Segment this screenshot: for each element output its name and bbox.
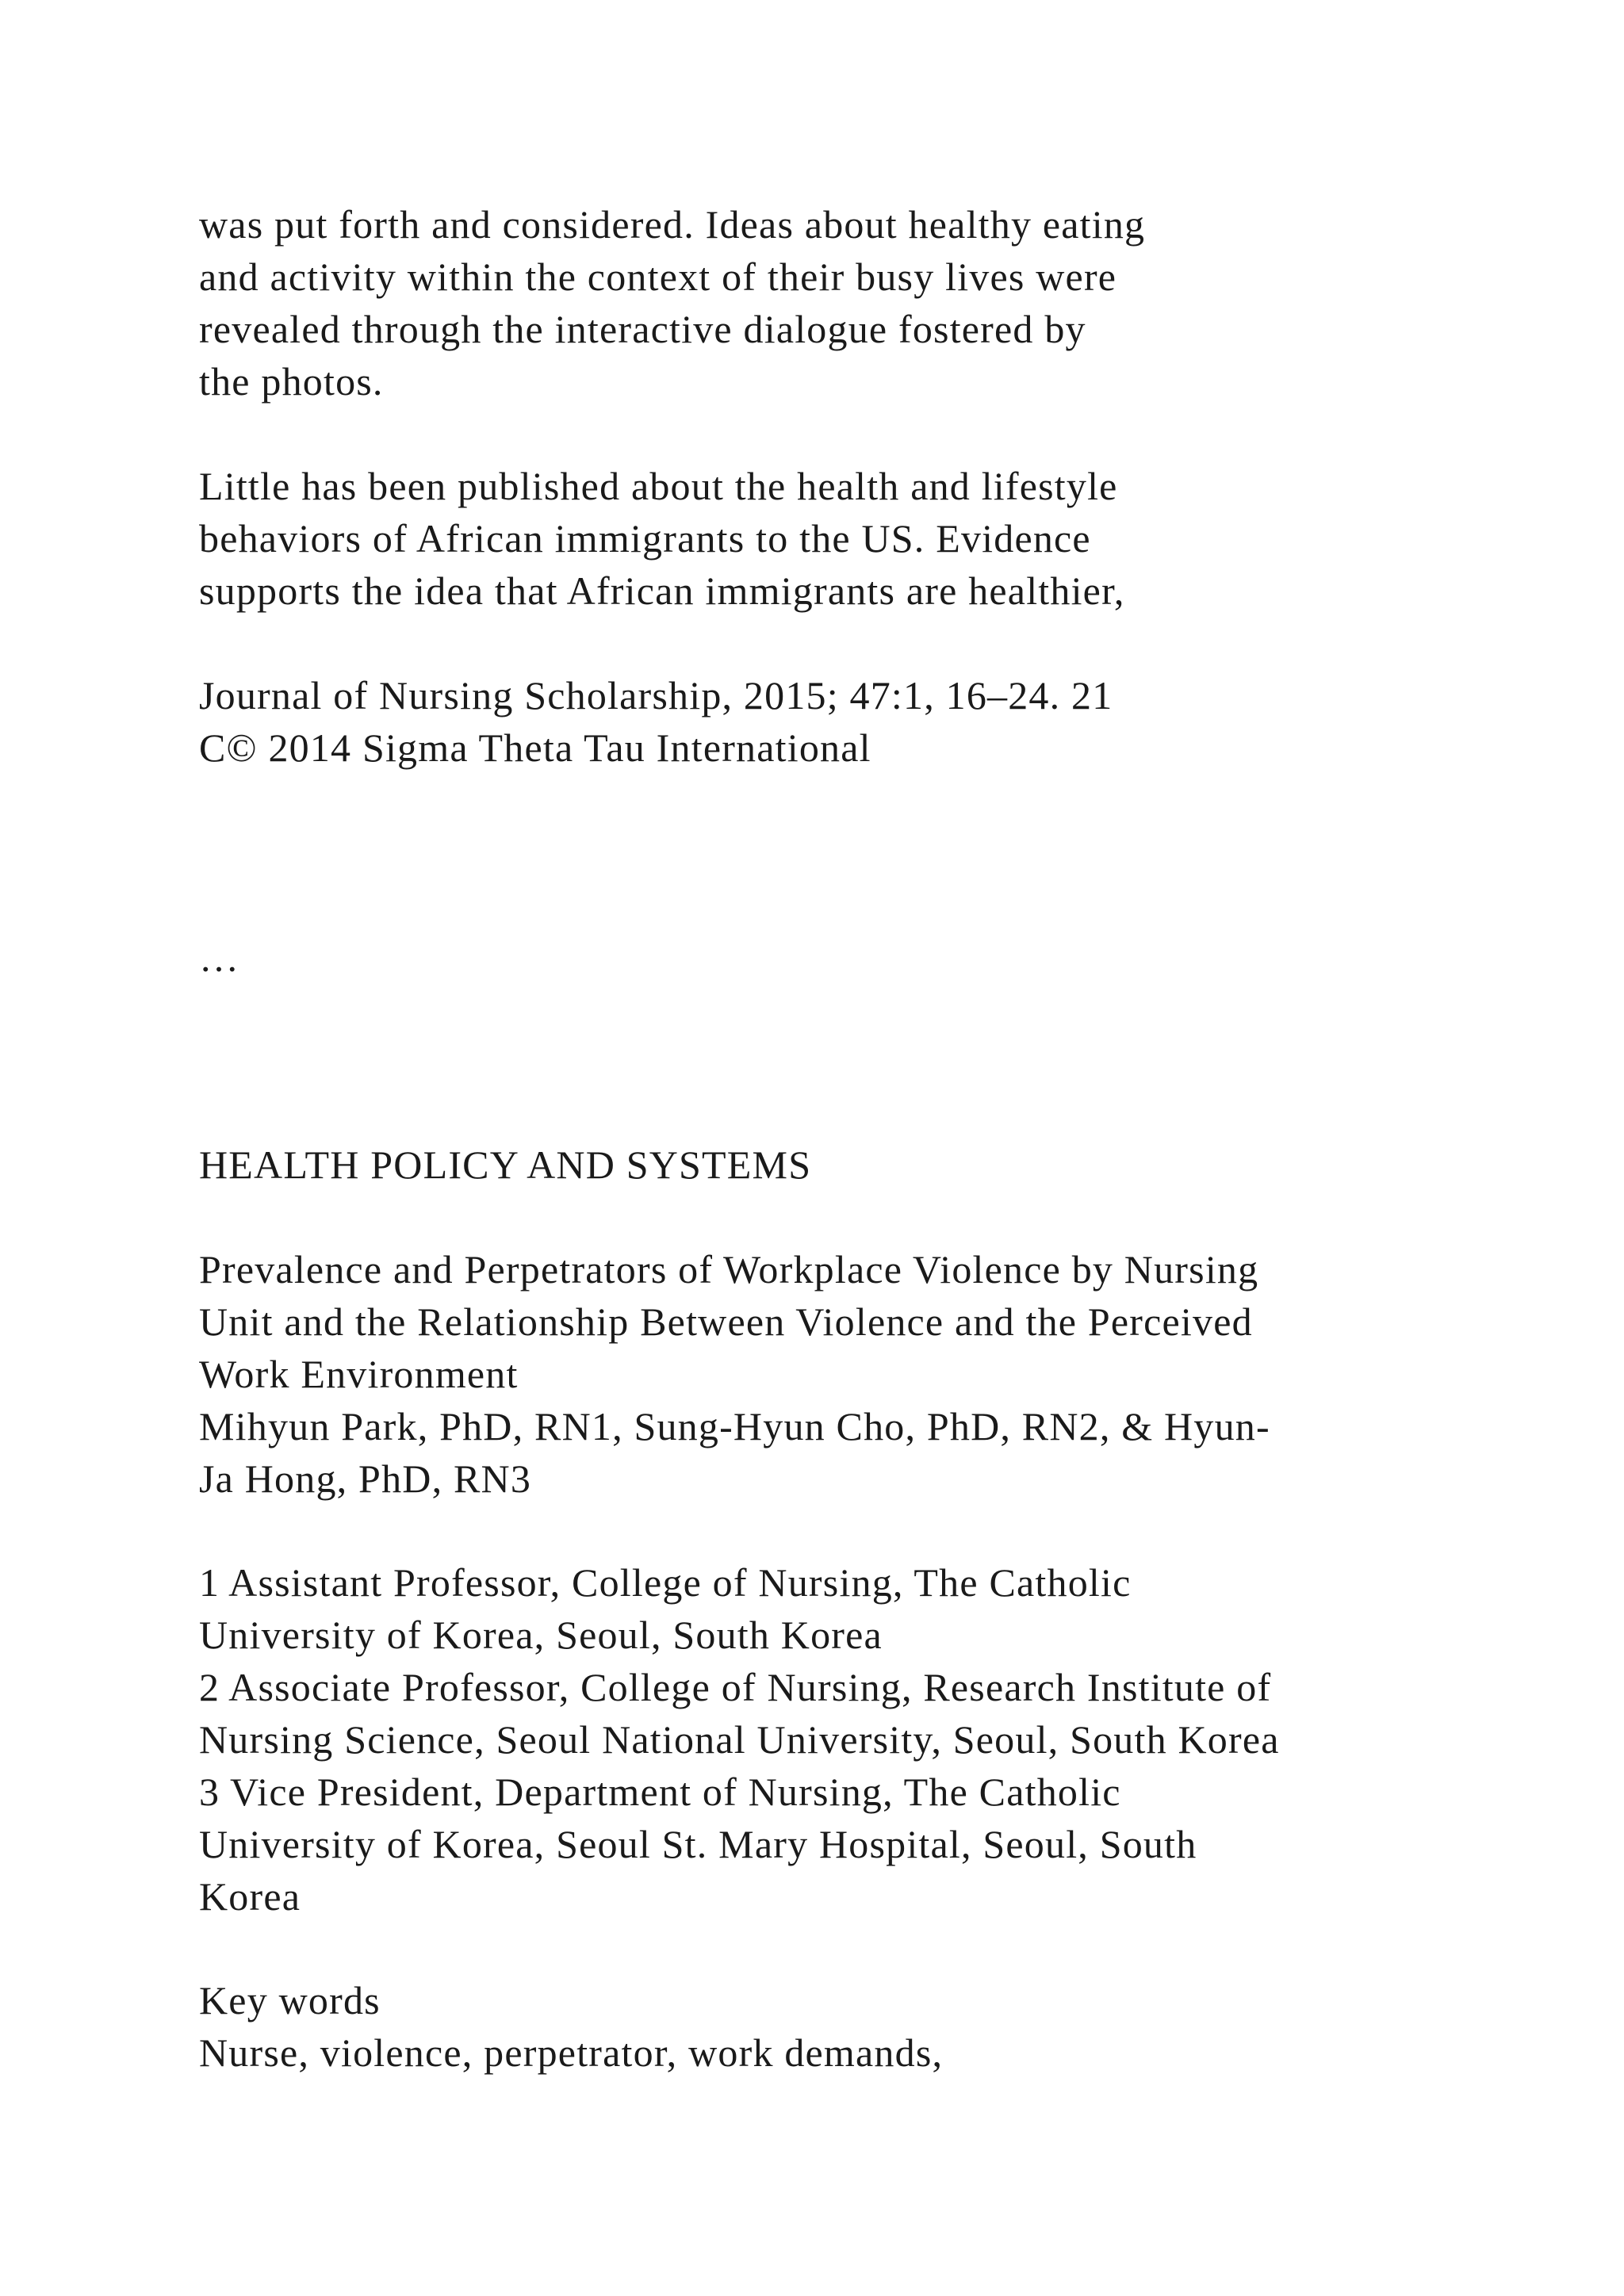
citation-line: Journal of Nursing Scholarship, 2015; 47:1, 16–24. 21 <box>199 673 1113 718</box>
article-title-line: Work Environment <box>199 1352 519 1396</box>
author-line: Ja Hong, PhD, RN3 <box>199 1456 532 1501</box>
keywords-line: Nurse, violence, perpetrator, work demands, <box>199 2030 944 2075</box>
ellipsis: … <box>199 936 240 980</box>
paragraph-line: supports the idea that African immigrants are healthier, <box>199 568 1125 613</box>
article-header <box>199 1243 1547 1505</box>
author-line: Mihyun Park, PhD, RN1, Sung-Hyun Cho, PhD, RN2, & Hyun- <box>199 1404 1270 1448</box>
section-heading-block <box>199 1138 1547 1191</box>
affiliation-line: 3 Vice President, Department of Nursing, The Catholic <box>199 1770 1121 1814</box>
intro-line: revealed through the interactive dialogue fostered by <box>199 307 1086 351</box>
affiliation-line: University of Korea, Seoul St. Mary Hospital, Seoul, South <box>199 1822 1197 1866</box>
paragraph-line: behaviors of African immigrants to the US. Evidence <box>199 516 1091 561</box>
article-title-line: Prevalence and Perpetrators of Workplace Violence by Nursing <box>199 1247 1259 1292</box>
journal-citation <box>199 669 1547 774</box>
affiliation-line: 1 Assistant Professor, College of Nursing, The Catholic <box>199 1560 1132 1605</box>
affiliation-line: 2 Associate Professor, College of Nursing, Research Institute of <box>199 1665 1272 1709</box>
affiliation-line: Korea <box>199 1874 301 1919</box>
affiliations <box>199 1556 1547 1923</box>
intro-paragraph <box>199 198 1547 408</box>
intro-line: the photos. <box>199 359 384 404</box>
paragraph-line: Little has been published about the health and lifestyle <box>199 464 1118 508</box>
intro-line: was put forth and considered. Ideas about healthy eating <box>199 202 1146 247</box>
keywords-section <box>199 1974 1547 2079</box>
citation-line: C© 2014 Sigma Theta Tau International <box>199 725 871 770</box>
intro-line: and activity within the context of their busy lives were <box>199 254 1117 299</box>
ellipsis-separator <box>199 932 1547 984</box>
section-heading: HEALTH POLICY AND SYSTEMS <box>199 1142 812 1187</box>
second-paragraph <box>199 460 1547 617</box>
affiliation-line: University of Korea, Seoul, South Korea <box>199 1613 883 1657</box>
affiliation-line: Nursing Science, Seoul National University, Seoul, South Korea <box>199 1717 1280 1762</box>
article-title-line: Unit and the Relationship Between Violence and the Perceived <box>199 1299 1253 1344</box>
keywords-heading: Key words <box>199 1978 381 2022</box>
